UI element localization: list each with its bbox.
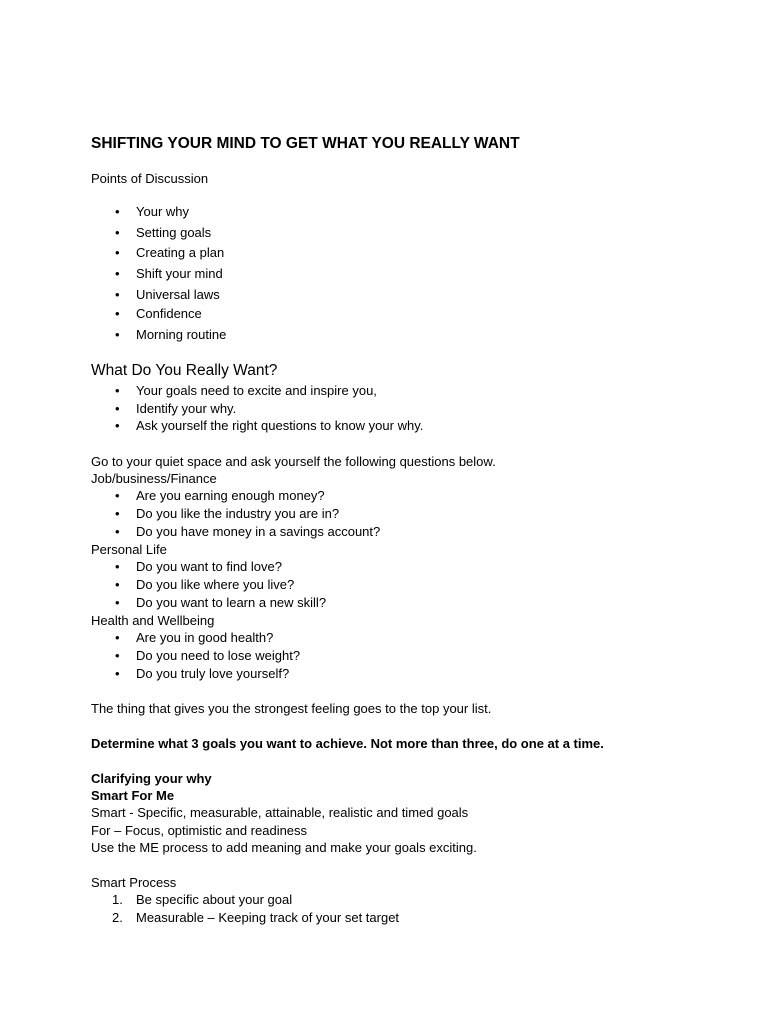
bullet-icon: • bbox=[115, 204, 120, 219]
bullet-icon: • bbox=[115, 577, 120, 592]
bullet-icon: • bbox=[115, 383, 120, 398]
bullet-icon: • bbox=[115, 306, 120, 321]
bullet-icon: • bbox=[115, 595, 120, 610]
smart-process-label: Smart Process bbox=[91, 875, 177, 890]
strongest-paragraph: The thing that gives you the strongest feeling goes to the top your list. bbox=[91, 701, 492, 716]
determine-paragraph: Determine what 3 goals you want to achieve. Not more than three, do one at a time. bbox=[91, 736, 604, 751]
bullet-icon: • bbox=[115, 327, 120, 342]
bullet-icon: • bbox=[115, 630, 120, 645]
bullet-icon: • bbox=[115, 559, 120, 574]
bullet-icon: • bbox=[115, 245, 120, 260]
bullet-icon: • bbox=[115, 488, 120, 503]
bullet-icon: • bbox=[115, 418, 120, 433]
points-label: Points of Discussion bbox=[91, 171, 209, 186]
bullet-icon: • bbox=[115, 524, 120, 539]
for-definition: For – Focus, optimistic and readiness bbox=[91, 823, 308, 838]
section-heading: What Do You Really Want? bbox=[91, 362, 278, 379]
bullet-icon: • bbox=[115, 225, 120, 240]
group-label: Personal Life bbox=[91, 542, 167, 557]
bullet-icon: • bbox=[115, 506, 120, 521]
step-number: 1. bbox=[112, 892, 123, 907]
group-label: Health and Wellbeing bbox=[91, 613, 215, 628]
page-title: SHIFTING YOUR MIND TO GET WHAT YOU REALLY WANT bbox=[91, 135, 520, 152]
bullet-icon: • bbox=[115, 266, 120, 281]
clarifying-heading: Clarifying your why bbox=[91, 771, 212, 786]
bullet-icon: • bbox=[115, 666, 120, 681]
bullet-icon: • bbox=[115, 287, 120, 302]
bullet-icon: • bbox=[115, 648, 120, 663]
bullet-icon: • bbox=[115, 401, 120, 416]
step-number: 2. bbox=[112, 910, 123, 925]
intro-paragraph: Go to your quiet space and ask yourself the following questions below. bbox=[91, 454, 496, 469]
group-label: Job/business/Finance bbox=[91, 471, 217, 486]
document-page: SHIFTING YOUR MIND TO GET WHAT YOU REALLY WANT Points of Discussion • Your why • Setting goals • Creating a plan • Shift your mind • Universal laws • Confidence • Morning routine What Do You Really Want? • Your goals need to excite and inspire you, • Identify your why. • Ask yourself the right questions to know your why. Go to your quiet space and ask yourself the following questions below. Job/business/Finance • Are you earning enough money? • Do you like the industry you are in? • Do you have money in a savings account? Personal Life • Do you want to find love? • Do you like where you live? • Do you want to learn a new skill? Health and Wellbeing • Are you in good health? • Do you need to lose weight? • Do you truly love yourself? The thing that gives you the strongest feeling goes to the top your list. Determine what 3 goals you want to achieve. Not more than three, do one at a time. Clarifying your why Smart For Me Smart - Specific, measurable, attainable, realistic and timed goals For – Focus, optimistic and readiness Use the ME process to add meaning and make your goals exciting. Smart Process 1. Be specific about your goal 2. Measurable – Keeping track of your set target bbox=[91, 135, 604, 925]
smart-definition: Smart - Specific, measurable, attainable, realistic and timed goals bbox=[91, 805, 469, 820]
smart-for-me-heading: Smart For Me bbox=[91, 788, 175, 803]
me-definition: Use the ME process to add meaning and make your goals exciting. bbox=[91, 840, 477, 855]
